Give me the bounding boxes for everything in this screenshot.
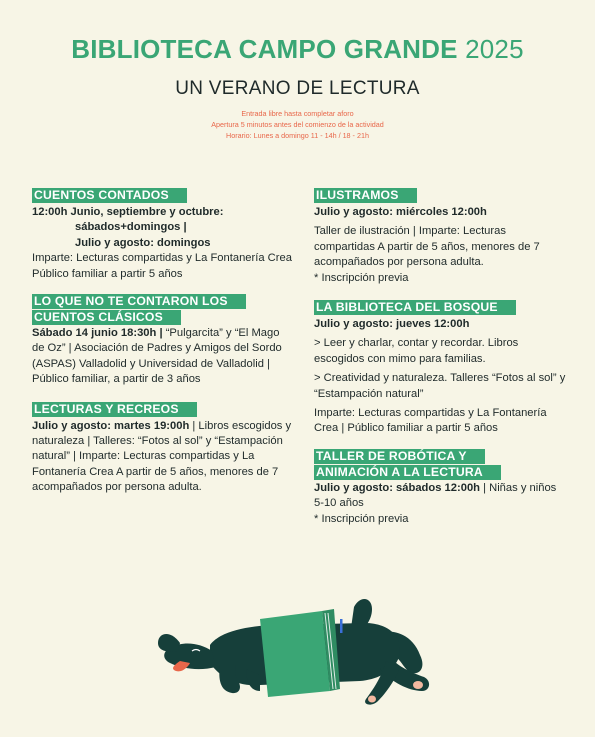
schedule-line: Julio y agosto: domingos: [75, 236, 211, 249]
section-header: TALLER DE ROBÓTICA Y: [314, 449, 485, 464]
event-organizer: Asociación de Padres y Amigos del Sordo (ASPAS) Valladolid y Universidad de Valladolid: [32, 342, 282, 370]
event-description: [32, 419, 294, 496]
section-lecturas-y-recreos: [32, 400, 294, 496]
section-cuentos-contados: [32, 186, 294, 282]
section-header: LA BIBLIOTECA DEL BOSQUE: [314, 300, 516, 315]
info-line-horario: Horario: Lunes a domingo 11 - 14h / 18 - 21h: [226, 131, 369, 140]
event-description: [314, 481, 569, 512]
section-header: LO QUE NO TE CONTARON LOS: [32, 294, 246, 309]
section-ilustramos: [314, 186, 569, 286]
section-biblioteca-del-bosque: [314, 298, 569, 437]
event-date: Julio y agosto: miércoles 12:00h: [314, 206, 487, 218]
event-description: [32, 326, 294, 388]
info-line-entrada: Entrada libre hasta completar aforo: [241, 109, 354, 118]
schedule-line: 12:00h Junio, septiembre y octubre:: [32, 206, 224, 218]
section-taller-robotica: [314, 449, 569, 527]
audience-text: Público familiar, a partir de 3 años: [32, 373, 201, 386]
event-details: | Libros escogidos y naturaleza | Talleres: “Fotos al sol” y “Estampación natural” | Imparte: Lecturas compartidas y La Fontanería Crea A partir de 5 años, menores de 7 acompañados por persona adulta.: [32, 419, 292, 494]
imparte-text: Imparte: Lecturas compartidas y La Fontanería Crea: [32, 252, 292, 265]
audience-text: Público familiar a partir 5 años: [32, 267, 183, 280]
section-header: CUENTOS CLÁSICOS: [32, 310, 181, 325]
event-date: Julio y agosto: martes 19:00h: [32, 419, 190, 432]
event-date: Julio y agosto: jueves 12:00h: [314, 318, 470, 331]
registration-note: * Inscripción previa: [314, 271, 409, 284]
event-date: Julio y agosto: sábados 12:00h: [314, 481, 480, 494]
schedule-line: sábados+domingos |: [75, 221, 187, 234]
title-year: 2025: [465, 34, 524, 64]
section-lo-que-no-te-contaron: [32, 294, 294, 388]
title-main: BIBLIOTECA CAMPO GRANDE: [71, 34, 458, 64]
event-details: | Niñas y niños 5-10 años: [314, 481, 557, 510]
activity-item: > Leer y charlar, contar y recordar. Libros escogidos con mimo para familias.: [314, 337, 519, 365]
section-header: ANIMACIÓN A LA LECTURA: [314, 465, 501, 480]
left-column: [32, 186, 294, 508]
dog-reading-book-icon: [150, 595, 450, 705]
info-line-apertura: Apertura 5 minutos antes del comienzo de la actividad: [211, 120, 384, 129]
page-subtitle: UN VERANO DE LECTURA: [175, 78, 420, 99]
activity-item: > Creatividad y naturaleza. Talleres “Fotos al sol” y “Estampación natural”: [314, 372, 566, 400]
section-header: LECTURAS Y RECREOS: [32, 402, 197, 417]
event-titles: “Pulgarcita” y “El Mago de Oz” |: [32, 327, 280, 355]
event-details: Taller de ilustración | Imparte: Lecturas compartidas A partir de 5 años, menores de 7 acompañados por persona adulta.: [314, 225, 540, 269]
section-header: CUENTOS CONTADOS: [32, 188, 187, 203]
registration-note: * Inscripción previa: [314, 512, 409, 525]
info-block: [0, 108, 595, 141]
section-header: ILUSTRAMOS: [314, 188, 417, 203]
imparte-text: Imparte: Lecturas compartidas y La Fontanería Crea | Público familiar a partir 5 años: [314, 407, 547, 435]
page-title: [0, 34, 595, 65]
event-date: Sábado 14 junio 18:30h |: [32, 327, 163, 340]
separator: |: [263, 357, 270, 370]
right-column: [314, 186, 569, 539]
